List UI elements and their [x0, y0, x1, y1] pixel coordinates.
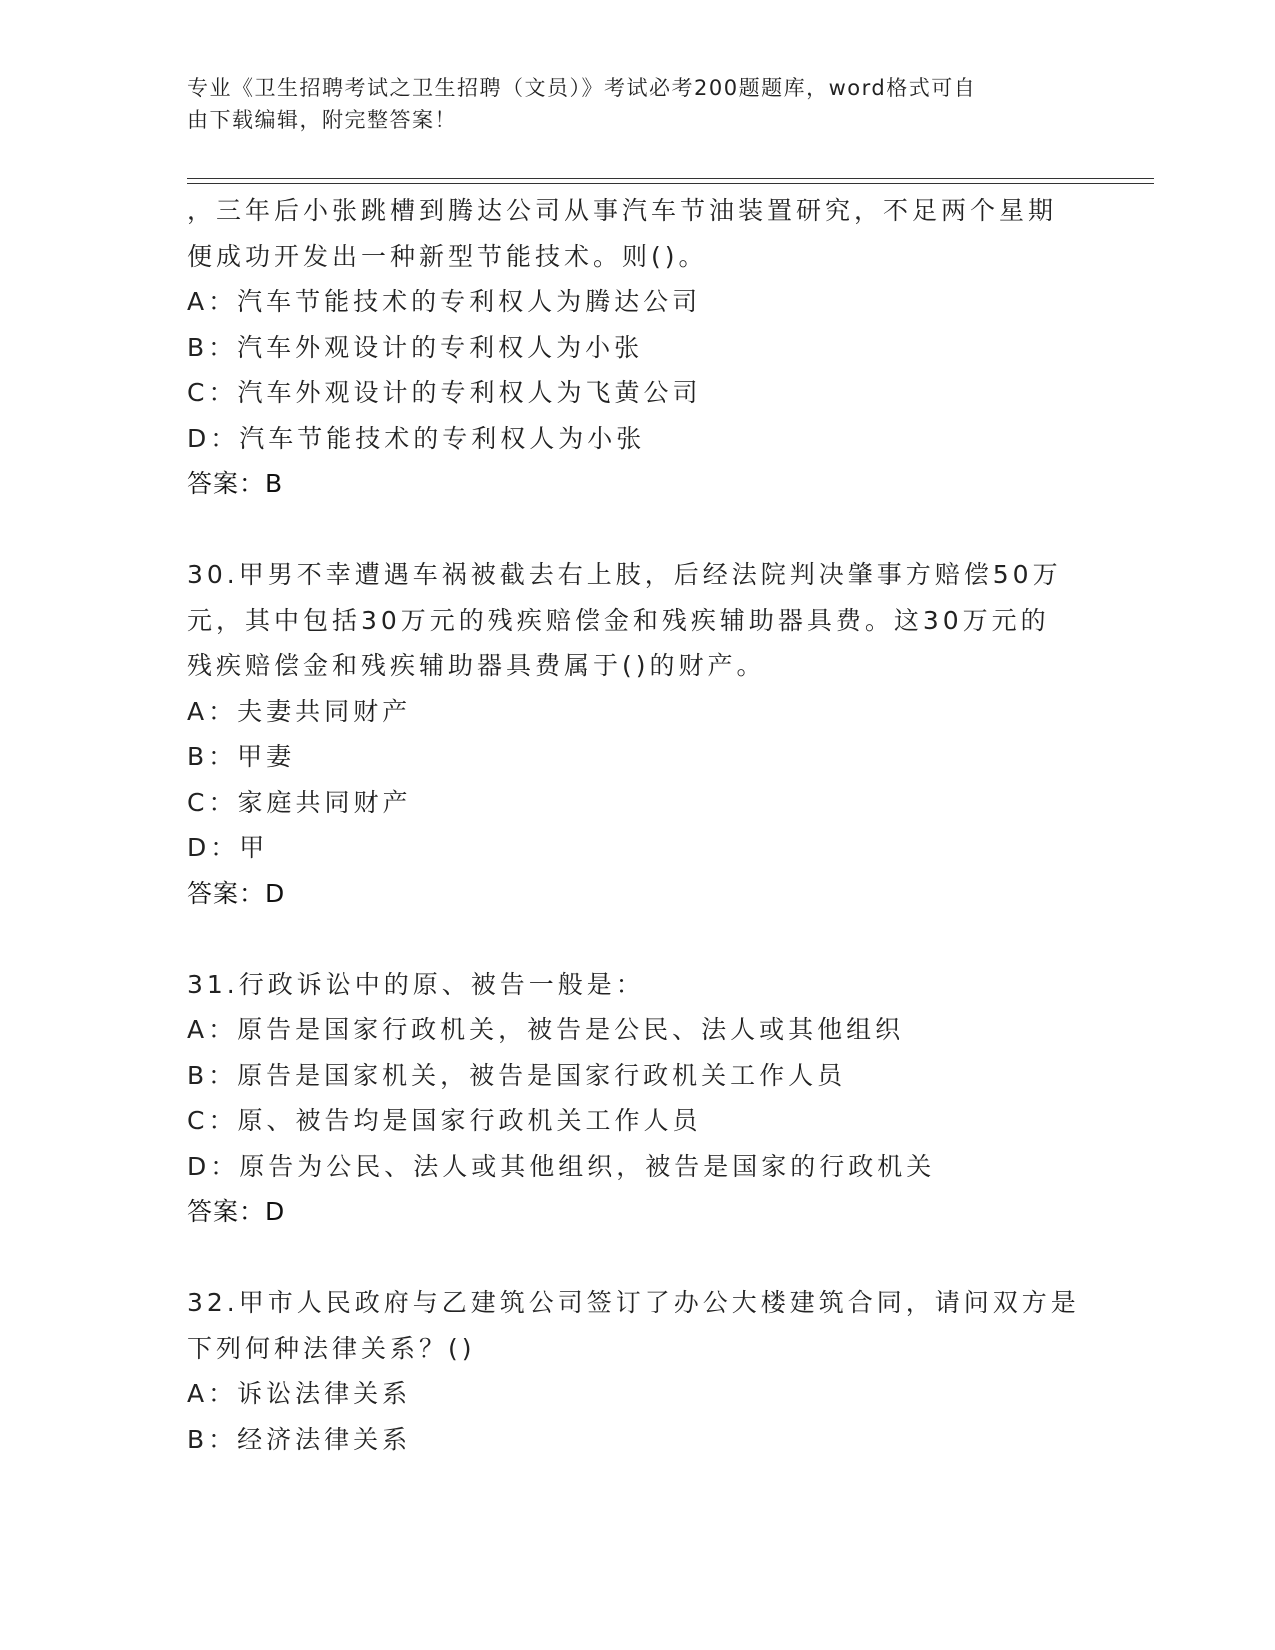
question-31	[187, 962, 1087, 1235]
question-stem-line: 下列何种法律关系？()	[187, 1333, 476, 1363]
option-b: B：甲妻	[187, 742, 296, 771]
question-list	[187, 188, 1087, 1462]
spacer	[187, 1235, 1087, 1281]
option-a: A：汽车节能技术的专利权人为腾达公司	[187, 287, 702, 316]
document-header	[187, 72, 1067, 136]
option-c: C：家庭共同财产	[187, 787, 412, 817]
question-stem-line: 30.甲男不幸遭遇车祸被截去右上肢，后经法院判决肇事方赔偿50万	[187, 560, 1062, 589]
header-line-2: 由下载编辑，附完整答案！	[187, 108, 457, 132]
option-b: B：经济法律关系	[187, 1424, 412, 1454]
answer: 答案：D	[187, 1197, 286, 1226]
header-line-1: 专业《卫生招聘考试之卫生招聘（文员）》考试必考200题题库，word格式可自	[187, 76, 977, 100]
spacer	[187, 507, 1087, 553]
spacer	[187, 916, 1087, 962]
option-d: D：原告为公民、法人或其他组织，被告是国家的行政机关	[187, 1151, 936, 1181]
question-stem-line: 便成功开发出一种新型节能技术。则()。	[187, 241, 708, 271]
option-c: C：原、被告均是国家行政机关工作人员	[187, 1106, 702, 1135]
question-32	[187, 1280, 1087, 1462]
question-stem-line: 31.行政诉讼中的原、被告一般是：	[187, 969, 645, 999]
question-stem-line: 元，其中包括30万元的残疾赔偿金和残疾辅助器具费。这30万元的	[187, 605, 1050, 635]
option-d: D：汽车节能技术的专利权人为小张	[187, 423, 646, 453]
header-divider-bottom	[187, 183, 1154, 184]
answer: 答案：D	[187, 878, 286, 908]
header-divider-top	[187, 178, 1154, 179]
option-c: C：汽车外观设计的专利权人为飞黄公司	[187, 378, 702, 407]
option-a: A：诉讼法律关系	[187, 1379, 412, 1408]
option-b: B：汽车外观设计的专利权人为小张	[187, 332, 644, 362]
question-29	[187, 188, 1087, 507]
option-d: D：甲	[187, 833, 269, 862]
question-stem-line: 32.甲市人民政府与乙建筑公司签订了办公大楼建筑合同，请问双方是	[187, 1288, 1080, 1317]
option-a: A：夫妻共同财产	[187, 696, 412, 726]
question-30	[187, 552, 1087, 916]
option-b: B：原告是国家机关，被告是国家行政机关工作人员	[187, 1060, 847, 1090]
answer: 答案：B	[187, 469, 284, 498]
option-a: A：原告是国家行政机关，被告是公民、法人或其他组织	[187, 1015, 905, 1044]
question-stem-line: ，三年后小张跳槽到腾达公司从事汽车节油装置研究，不足两个星期	[187, 196, 1058, 225]
question-stem-line: 残疾赔偿金和残疾辅助器具费属于()的财产。	[187, 651, 766, 680]
